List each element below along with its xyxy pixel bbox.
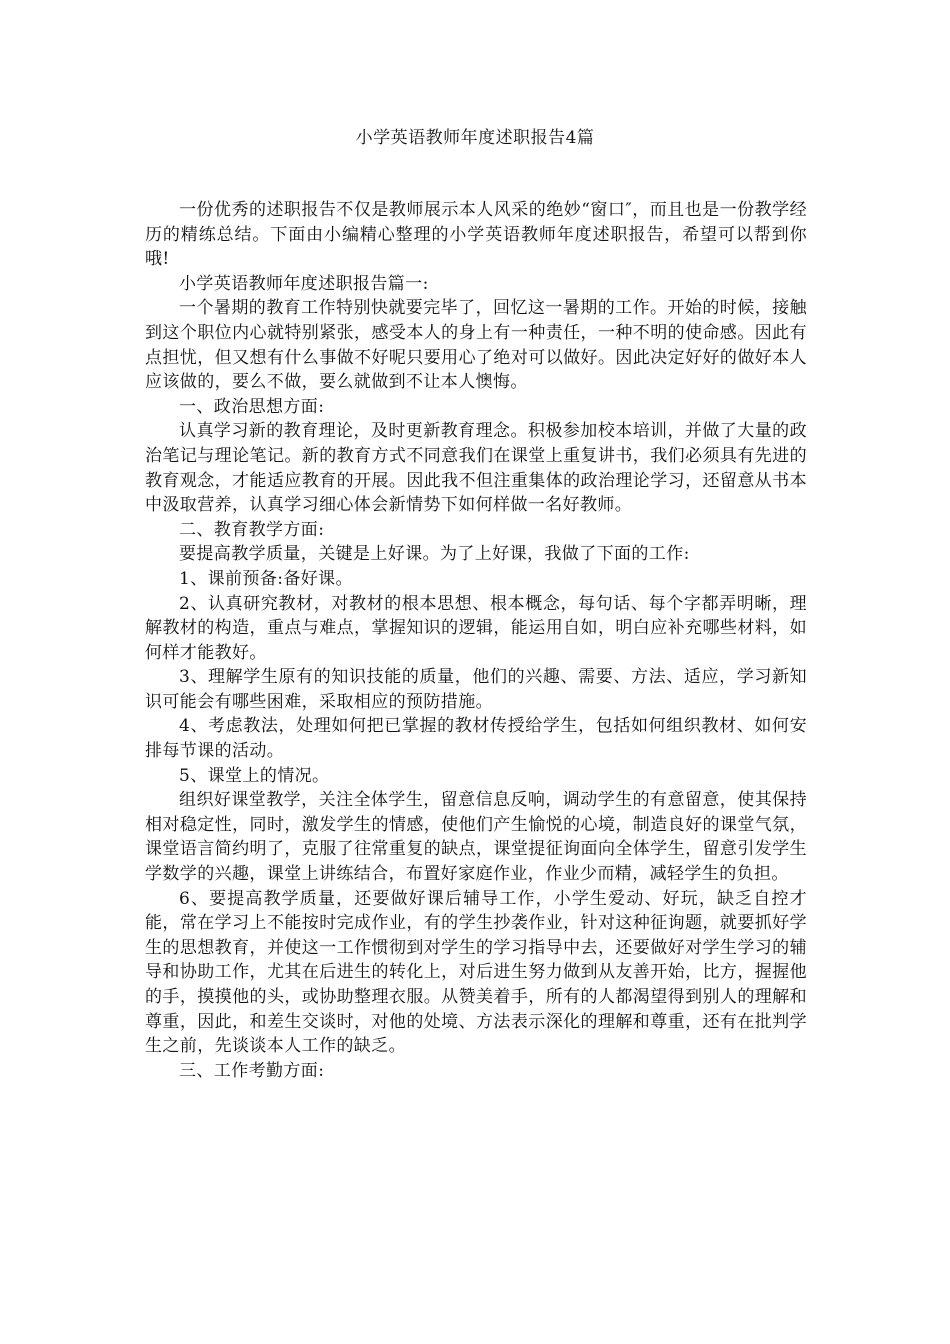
list-item: 5、课堂上的情况。 xyxy=(179,765,330,786)
section-heading-attendance: 三、工作考勤方面: xyxy=(179,1060,325,1081)
intro-paragraph: 一份优秀的述职报告不仅是教师展示本人风采的绝妙“窗口″，而且也是一份教学经历的精练总结。下面由小编精心整理的小学英语教师年度述职报告，希望可以帮到你哦! xyxy=(145,200,807,270)
body-paragraph: 要提高教学质量，关键是上好课。为了上好课，我做了下面的工作: xyxy=(179,544,690,565)
body-paragraph: 认真学习新的教育理论，及时更新教育理念。积极参加校本培训，并做了大量的政治笔记与理论笔记。新的教育方式不同意我们在课堂上重复讲书，我们必须具有先进的教育观念，才能适应教育的开展。因此我不但注重集体的政治理论学习，还留意从书本中汲取营养，认真学习细心体会新情势下如何样做一名好教师。 xyxy=(145,421,807,516)
document-body xyxy=(145,198,807,1083)
body-paragraph: 一个暑期的教育工作特别快就要完毕了，回忆这一暑期的工作。开始的时候，接触到这个职位内心就特别紧张，感受本人的身上有一种责任，一种不明的使命感。因此有点担忧，但又想有什么事做不好呢只要用心了绝对可以做好。因此决定好好的做好本人应该做的，要么不做，要么就做到不让本人懊悔。 xyxy=(145,298,807,393)
body-paragraph: 组织好课堂教学，关注全体学生，留意信息反响，调动学生的有意留意，使其保持相对稳定性，同时，激发学生的情感，使他们产生愉悦的心境，制造良好的课堂气氛，课堂语言简约明了，克服了往常重复的缺点，课堂提征询面向全体学生，留意引发学生学数学的兴趣，课堂上讲练结合，布置好家庭作业，作业少而精，减轻学生的负担。 xyxy=(145,790,807,885)
list-item: 6、要提高教学质量，还要做好课后辅导工作，小学生爱动、好玩，缺乏自控才能，常在学习上不能按时完成作业，有的学生抄袭作业，针对这种征询题，就要抓好学生的思想教育，并使这一工作惯彻到对学生的学习指导中去，还要做好对学生学习的辅导和协助工作，尤其在后进生的转化上，对后进生努力做到从友善开始，比方，握握他的手，摸摸他的头，或协助整理衣服。从赞美着手，所有的人都渴望得到别人的理解和尊重，因此，和差生交谈时，对他的处境、方法表示深化的理解和尊重，还有在批判学生之前，先谈谈本人工作的缺乏。 xyxy=(145,888,807,1057)
section-heading-teaching: 二、教育教学方面: xyxy=(179,519,325,540)
list-item: 1、课前预备:备好课。 xyxy=(179,568,353,589)
list-item: 2、认真研究教材，对教材的根本思想、根本概念，每句话、每个字都弄明晰，理解教材的构造，重点与难点，掌握知识的逻辑，能运用自如，明白应补充哪些材料，如何样才能教好。 xyxy=(145,593,807,663)
section-heading-part-one: 小学英语教师年度述职报告篇一: xyxy=(179,273,429,294)
list-item: 3、理解学生原有的知识技能的质量，他们的兴趣、需要、方法、适应，学习新知识可能会有哪些困难，采取相应的预防措施。 xyxy=(145,667,807,712)
document-title: 小学英语教师年度述职报告4篇 xyxy=(355,128,595,148)
list-item: 4、考虑教法，处理如何把已掌握的教材传授给学生，包括如何组织教材、如何安排每节课的活动。 xyxy=(145,716,807,762)
section-heading-political: 一、政治思想方面: xyxy=(179,396,325,417)
